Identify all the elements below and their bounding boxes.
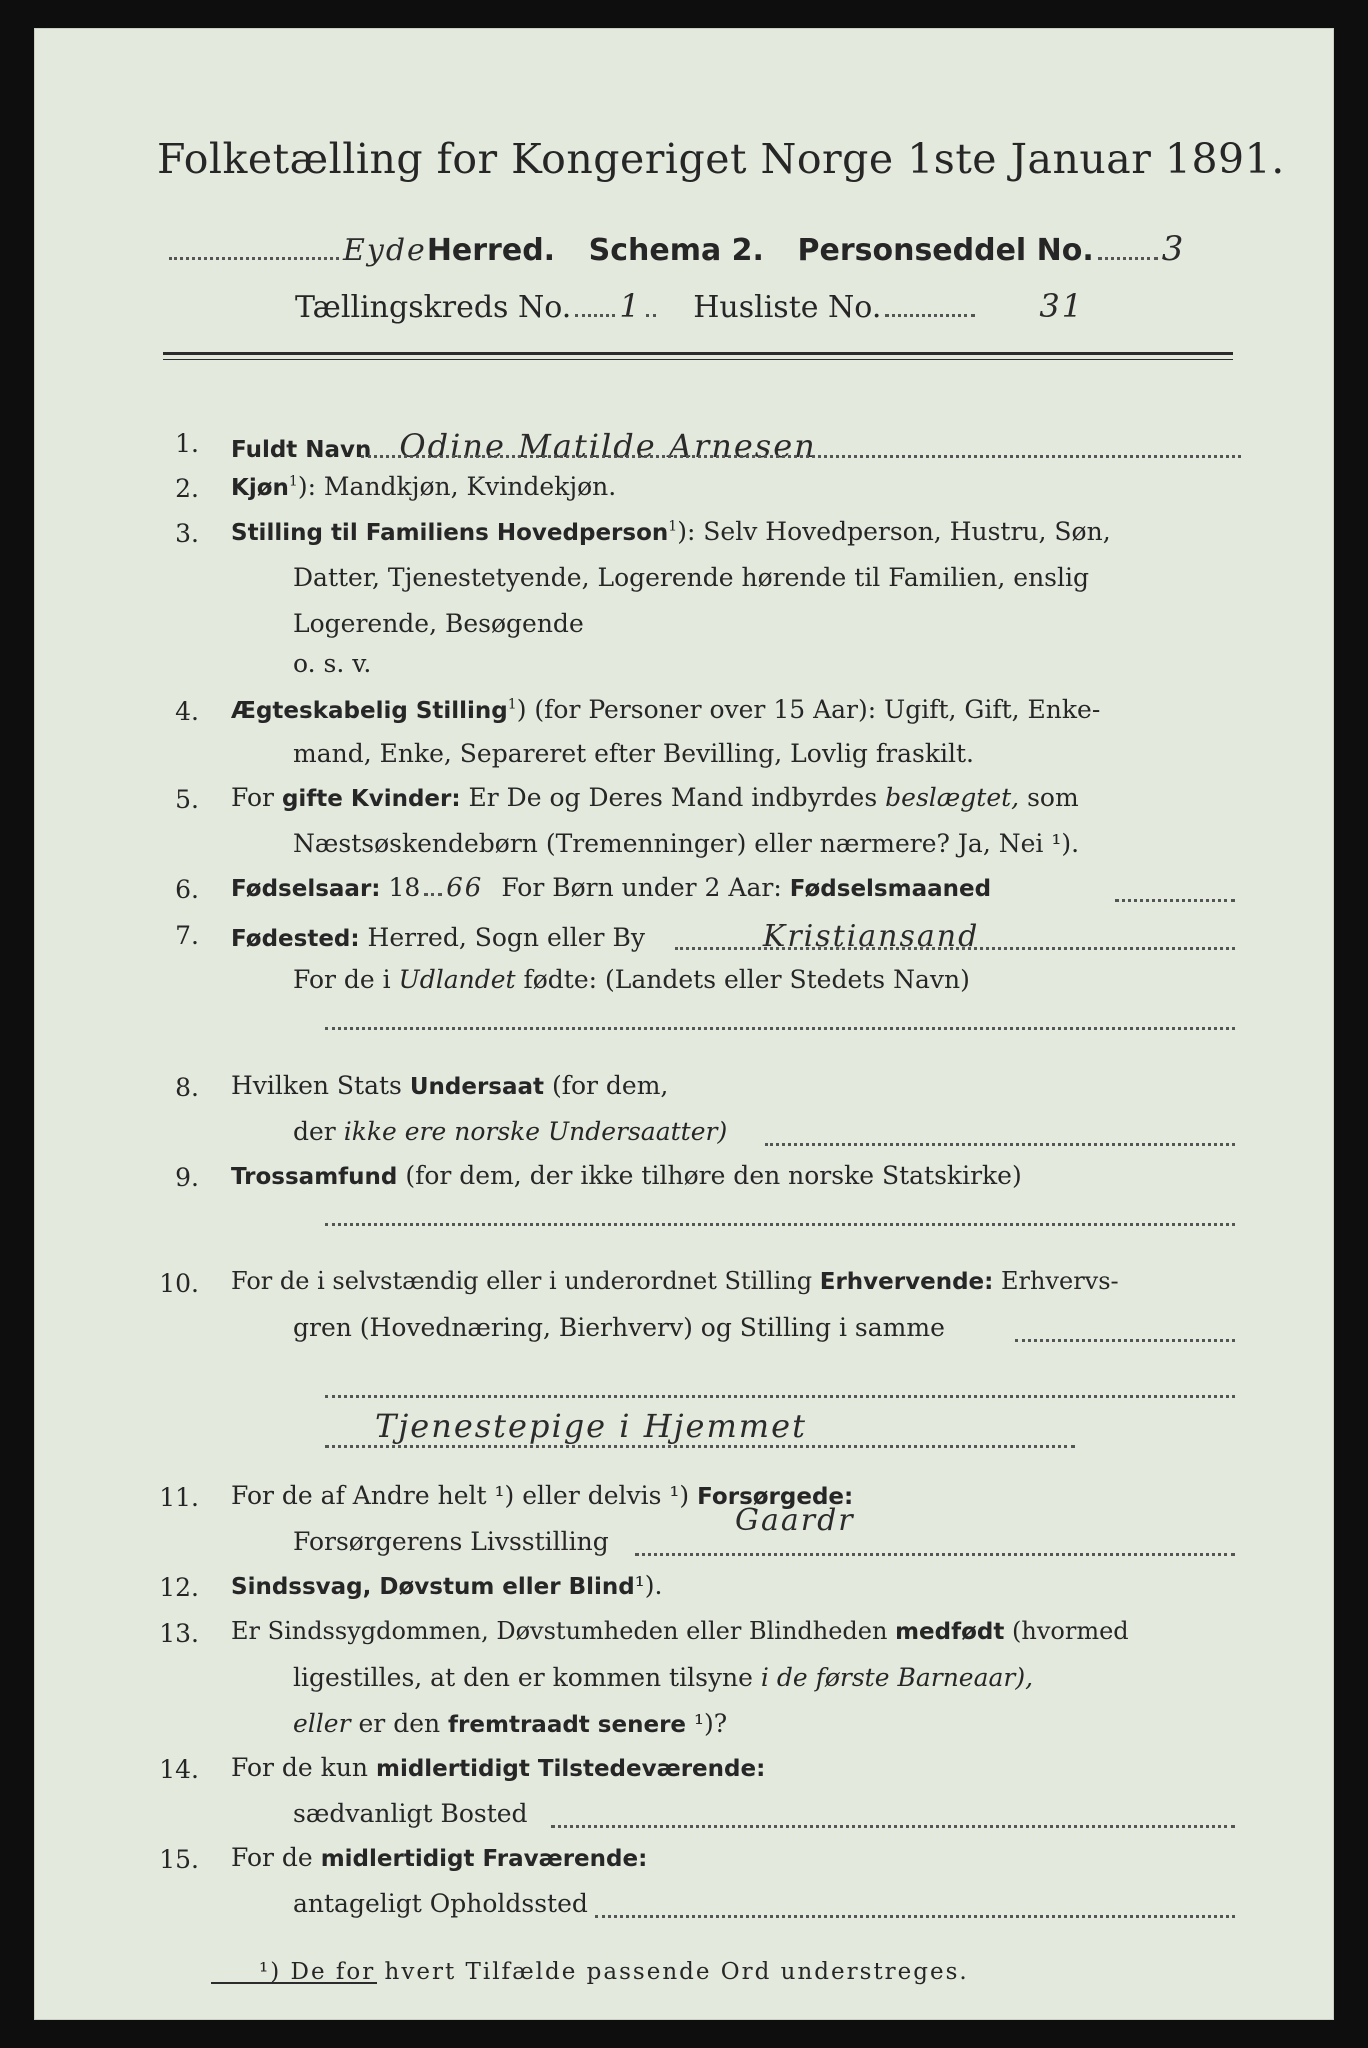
item-3-line2: Datter, Tjenestetyende, Logerende hørende til Familien, enslig <box>293 563 1090 592</box>
page-title: Folketælling for Kongeriget Norge 1ste Januar 1891. <box>157 135 1285 183</box>
item-6: Fødselsaar: 18 66 For Børn under 2 Aar: Fødselsmaaned <box>231 873 992 903</box>
item-3-number: 3. <box>175 519 199 548</box>
schema-label: Schema 2. <box>588 233 764 268</box>
item-14-line1: For de kun midlertidigt Tilstedeværende: <box>231 1753 766 1782</box>
item-11-number: 11. <box>159 1483 199 1512</box>
item-11-line2: Forsørgerens Livsstilling <box>293 1527 609 1556</box>
item-7-line2: For de i Udlandet fødte: (Landets eller Stedets Navn) <box>293 965 970 994</box>
birthplace-value: Kristiansand <box>762 919 980 954</box>
item-1-label: Fuldt Navn <box>231 437 372 463</box>
item-7-line1: Fødested: Herred, Sogn eller By Kristiansand <box>231 919 980 954</box>
item-3-line3: Logerende, Besøgende <box>293 609 584 638</box>
item-15-line2: antageligt Opholdssted <box>293 1889 588 1918</box>
birth-year-value: 66 <box>446 873 484 903</box>
header-rule <box>163 352 1233 355</box>
item-14-line2: sædvanligt Bosted <box>293 1799 528 1828</box>
item-3-line1: Stilling til Familiens Hovedperson$^1$): Selv Hovedperson, Hustru, Søn, <box>231 517 1111 546</box>
item-2-number: 2. <box>175 474 199 503</box>
herred-label: Herred. <box>426 233 556 268</box>
kreds-value: 1 <box>619 287 642 325</box>
herred-line <box>165 229 1185 269</box>
provider-value: Gaardr <box>735 1503 855 1538</box>
herred-fill <box>169 257 339 260</box>
item-12: Sindssvag, Døvstum eller Blind¹). <box>231 1571 663 1600</box>
item-12-number: 12. <box>159 1573 199 1602</box>
item-2: Kjøn$^1$): Mandkjøn, Kvindekjøn. <box>231 472 617 501</box>
item-10-line1: For de i selvstændig eller i underordnet Stilling Erhvervende: Erhvervs- <box>231 1267 1119 1295</box>
item-8-line2: der ikke ere norske Undersaatter) <box>293 1117 728 1146</box>
item-3-line4: o. s. v. <box>293 649 372 678</box>
item-9: Trossamfund (for dem, der ikke tilhøre den norske Statskirke) <box>231 1161 1022 1190</box>
husliste-value: 31 <box>1039 287 1085 325</box>
item-5-line1: For gifte Kvinder: Er De og Deres Mand indbyrdes beslægtet, som <box>231 783 1079 812</box>
herred-value: Eyde <box>343 233 427 268</box>
item-7-number: 7. <box>175 921 199 950</box>
item-5-line2: Næstsøskendebørn (Tremenninger) eller nærmere? Ja, Nei ¹). <box>293 829 1080 858</box>
personseddel-value: 3 <box>1161 229 1186 269</box>
item-15-line1: For de midlertidigt Fraværende: <box>231 1843 648 1872</box>
kreds-line <box>295 287 1084 325</box>
header-rule-thin <box>163 359 1233 360</box>
item-8-number: 8. <box>175 1073 199 1102</box>
census-form <box>34 28 1334 2020</box>
item-14-number: 14. <box>159 1755 199 1784</box>
item-10-line2: gren (Hovednæring, Bierhverv) og Stilling i samme <box>293 1313 945 1342</box>
item-1-number: 1. <box>175 429 199 458</box>
item-5-number: 5. <box>175 785 199 814</box>
item-13-number: 13. <box>159 1619 199 1648</box>
footnote: ¹) De for hvert Tilfælde passende Ord understreges. <box>259 1959 969 1985</box>
item-4-line2: mand, Enke, Separeret efter Bevilling, Lovlig fraskilt. <box>293 739 974 768</box>
item-4-number: 4. <box>175 697 199 726</box>
item-10-number: 10. <box>159 1269 199 1298</box>
item-15-number: 15. <box>159 1845 199 1874</box>
personseddel-label: Personseddel No. <box>797 233 1094 268</box>
item-1 <box>231 427 817 465</box>
item-4-line1: Ægteskabelig Stilling$^1$) (for Personer over 15 Aar): Ugift, Gift, Enke- <box>231 695 1101 724</box>
item-11-line1: For de af Andre helt ¹) eller delvis ¹) Forsørgede: <box>231 1481 854 1510</box>
husliste-label: Husliste No. <box>693 290 882 325</box>
item-13-line1: Er Sindssygdommen, Døvstumheden eller Blindheden medfødt (hvormed <box>231 1617 1129 1645</box>
item-13-line2: ligestilles, at den er kommen tilsyne i de første Barneaar), <box>293 1663 1034 1692</box>
item-8-line1: Hvilken Stats Undersaat (for dem, <box>231 1071 669 1100</box>
occupation-value: Tjenestepige i Hjemmet <box>375 1407 807 1445</box>
item-13-line3: eller er den fremtraadt senere ¹)? <box>293 1709 728 1738</box>
item-1-fill <box>361 455 1241 458</box>
item-1-name: Odine Matilde Arnesen <box>399 427 817 465</box>
item-9-number: 9. <box>175 1163 199 1192</box>
kreds-label: Tællingskreds No. <box>295 290 572 325</box>
item-6-number: 6. <box>175 875 199 904</box>
